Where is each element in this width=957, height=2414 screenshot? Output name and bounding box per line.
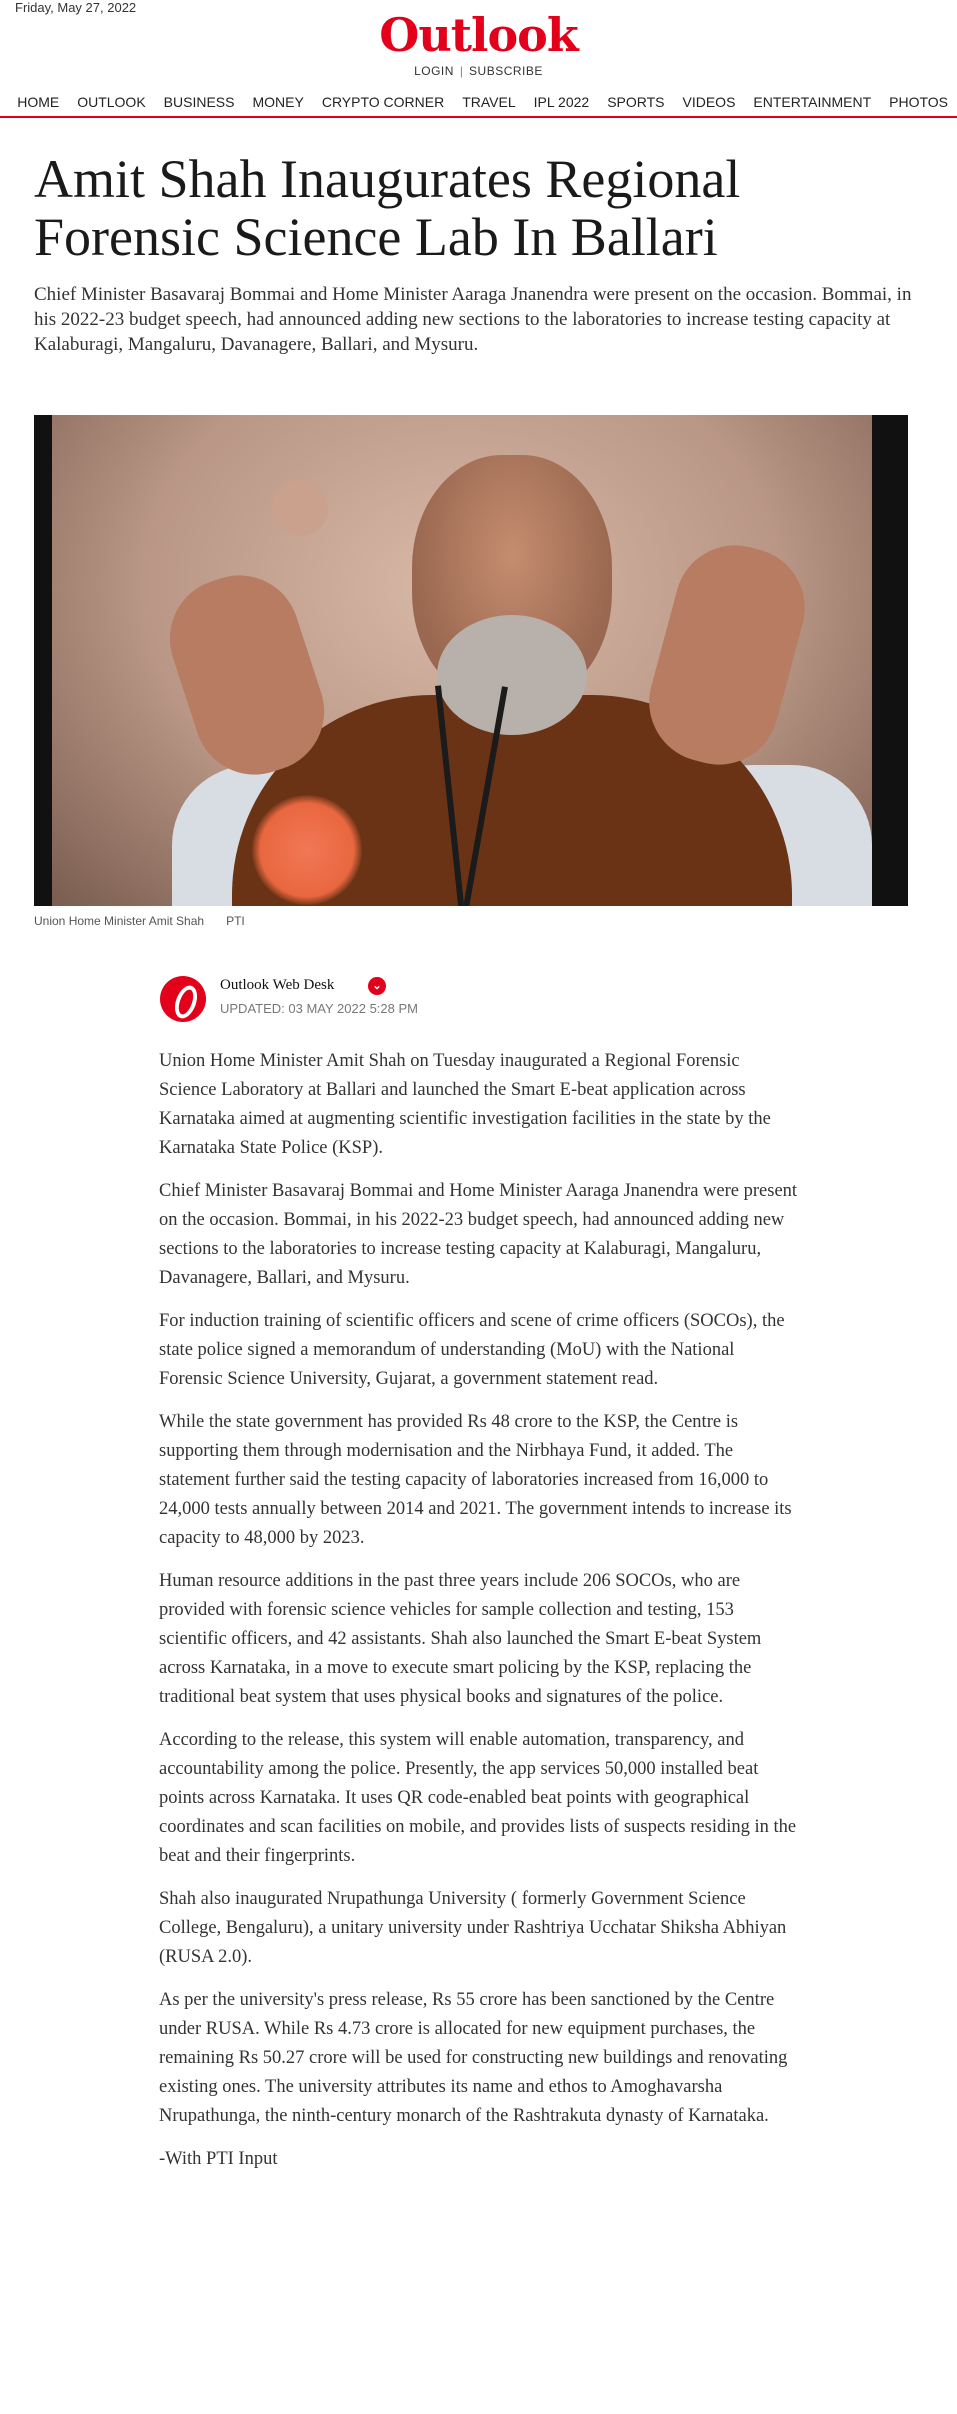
photo-shape — [437, 615, 587, 735]
author-dropdown-icon[interactable]: ⌄ — [368, 977, 386, 995]
article-paragraph: Chief Minister Basavaraj Bommai and Home Minister Aaraga Jnanendra were present on the occasion. Bommai, in his 2022-23 budget speech, had announced adding new sections to the laboratories to increase testing capacity at Kalaburagi, Mangaluru, Davanagere, Ballari, and Mysuru. — [159, 1181, 798, 1288]
article-paragraph: For induction training of scientific officers and scene of crime officers (SOCOs), the state police signed a memorandum of understanding (MoU) with the National Forensic Science University, Gujarat, a government statement read. — [159, 1311, 785, 1389]
nav-divider — [0, 116, 957, 118]
author-name[interactable]: Outlook Web Desk — [220, 977, 335, 993]
photo-shape — [636, 532, 819, 778]
nav-crypto-corner[interactable]: CRYPTO CORNER — [321, 94, 445, 110]
nav-sports[interactable]: SPORTS — [607, 94, 665, 110]
nav-outlook[interactable]: OUTLOOK — [77, 94, 146, 110]
article-paragraph: Union Home Minister Amit Shah on Tuesday inaugurated a Regional Forensic Science Laboratory at Ballari and launched the Smart E-beat application across Karnataka aimed at augmenting scientific investigation facilities in the state by the Karnataka State Police (KSP). — [159, 1051, 771, 1158]
hero-photo-amit-shah — [52, 415, 872, 906]
image-credit: PTI — [226, 914, 245, 928]
nav-entertainment[interactable]: ENTERTAINMENT — [753, 94, 872, 110]
article-standfirst: Chief Minister Basavaraj Bommai and Home Minister Aaraga Jnanendra were present on the occasion. Bommai, in his 2022-23 budget speech, had announced adding new sections to the laboratories to increase testing capacity at Kalaburagi, Mangaluru, Davanagere, Ballari, and Mysuru. — [34, 284, 912, 355]
nav-travel[interactable]: TRAVEL — [462, 94, 516, 110]
auth-separator: | — [459, 64, 464, 78]
nav-business[interactable]: BUSINESS — [163, 94, 235, 110]
outlook-logo[interactable]: Outlook — [379, 8, 578, 62]
background-lamp — [272, 480, 328, 536]
image-caption — [34, 914, 245, 928]
login-link[interactable]: LOGIN — [414, 64, 454, 78]
article-signoff: -With PTI Input — [159, 2149, 278, 2169]
current-date: Friday, May 27, 2022 — [15, 0, 137, 15]
caption-text: Union Home Minister Amit Shah — [34, 914, 205, 928]
nav-videos[interactable]: VIDEOS — [682, 94, 736, 110]
article-paragraph: Human resource additions in the past three years include 206 SOCOs, who are provided with forensic science vehicles for sample collection and testing, 153 scientific officers, and 42 assistants. Shah also launched the Smart E-beat System across Karnataka, in a move to execute smart policing by the KSP, replacing the traditional beat system that uses physical books and signatures of the police. — [159, 1571, 762, 1707]
article-headline: Amit Shah Inaugurates Regional Forensic Science Lab In Ballari — [34, 149, 741, 267]
author-avatar-icon — [160, 976, 206, 1022]
nav-home[interactable]: HOME — [17, 94, 60, 110]
article-paragraph: As per the university's press release, Rs 55 crore has been sanctioned by the Centre under RUSA. While Rs 4.73 crore is allocated for new equipment purchases, the remaining Rs 50.27 crore will be used for constructing new buildings and renovating existing ones. The university attributes its name and ethos to Amoghavarsha Nrupathunga, the ninth-century monarch of the Rashtrakuta dynasty of Karnataka. — [159, 1990, 788, 2126]
flowers — [252, 795, 362, 905]
main-nav — [0, 92, 957, 116]
article-paragraph: According to the release, this system will enable automation, transparency, and accountability among the police. Presently, the app services 50,000 installed beat points across Karnataka. It uses QR code-enabled beat points with geographical coordinates and scan facilities on mobile, and provides lists of suspects residing in the beat and their fingerprints. — [159, 1730, 797, 1866]
article-paragraph: Shah also inaugurated Nrupathunga University ( formerly Government Science College, Bengaluru), a unitary university under Rashtriya Ucchatar Shiksha Abhiyan (RUSA 2.0). — [159, 1889, 787, 1967]
nav-ipl-2022[interactable]: IPL 2022 — [533, 94, 590, 110]
nav-money[interactable]: MONEY — [252, 94, 304, 110]
auth-links — [0, 64, 957, 78]
article-body — [159, 1047, 799, 2188]
updated-timestamp: UPDATED: 03 MAY 2022 5:28 PM — [220, 1001, 418, 1016]
hero-image — [34, 415, 908, 906]
subscribe-link[interactable]: SUBSCRIBE — [469, 64, 543, 78]
nav-photos[interactable]: PHOTOS — [889, 94, 948, 110]
article-paragraph: While the state government has provided Rs 48 crore to the KSP, the Centre is supporting them through modernisation and the Nirbhaya Fund, it added. The statement further said the testing capacity of laboratories increased from 16,000 to 24,000 tests annually between 2014 and 2021. The government intends to increase its capacity to 48,000 by 2023. — [159, 1412, 792, 1548]
